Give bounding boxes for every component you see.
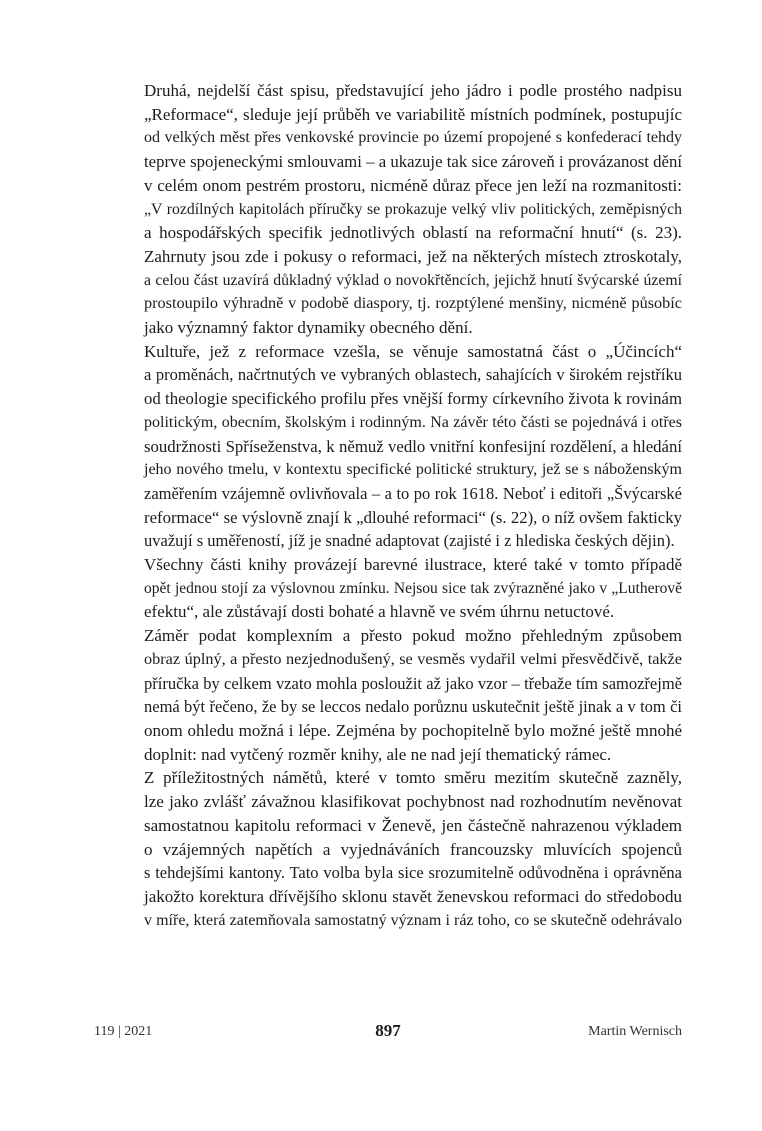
text-line: jakožto korektura dřívějšího sklonu stavět ženevskou reformaci do středobodu	[144, 886, 682, 906]
text-line: onom ohledu možná i lépe. Zejména by pochopitelně bylo možné ještě mnohé	[144, 720, 682, 740]
text-line: příručka by celkem vzato mohla posloužit až jako vzor – třebaže tím samozřejmě	[144, 673, 682, 693]
page-footer	[94, 1021, 682, 1045]
text-line: o vzájemných napětích a vyjednáváních francouzsky mluvících spojenců	[144, 839, 682, 859]
text-line: teprve spojeneckými smlouvami – a ukazuje tak sice zároveň i provázanost dění	[144, 152, 682, 172]
text-line: jako významný faktor dynamiky obecného dění.	[144, 318, 473, 338]
text-line: samostatnou kapitolu reformaci v Ženevě, jen částečně nahrazenou výkladem	[144, 815, 682, 835]
text-line: nemá být řečeno, že by se leccos nedalo porůznu uskutečnit ještě jinak a v tom či	[144, 697, 682, 717]
text-line: politickým, obecním, školským i rodinným. Na závěr této části se pojednává i otřes	[144, 413, 682, 431]
text-line: zaměřením vzájemně ovlivňovala – a to po rok 1618. Neboť i editoři „Švýcarské	[144, 483, 682, 503]
text-line: Druhá, nejdelší část spisu, představující jeho jádro i podle prostého nadpisu	[144, 81, 682, 100]
paragraph	[94, 79, 682, 340]
text-line: v celém onom pestrém prostoru, nicméně důraz přece jen leží na rozmanitosti:	[144, 175, 682, 195]
text-line: a hospodářských specifik jednotlivých oblastí na reformační hnutí“ (s. 23).	[144, 223, 682, 243]
text-line: a celou část uzavírá důkladný výklad o novokřtěncích, jejichž hnutí švýcarské území	[144, 271, 682, 289]
text-line: reformace“ se výslovně znají k „dlouhé reformaci“ (s. 22), o níž ovšem fakticky	[144, 507, 682, 527]
paragraph	[94, 766, 682, 932]
text-line: a proměnách, načrtnutých ve vybraných oblastech, sahajících v širokém rejstříku	[144, 365, 682, 385]
text-line: „Reformace“, sleduje její průběh ve variabilitě místních podmínek, postupujíc	[144, 104, 682, 124]
text-line: Všechny části knihy provázejí barevné ilustrace, které také v tomto případě	[144, 555, 682, 575]
body-text	[94, 79, 682, 932]
paragraph	[94, 340, 682, 553]
text-line: opět jednou stojí za výslovnou zmínku. Nejsou sice tak zvýrazněné jako v „Lutherově	[144, 579, 682, 597]
text-line: obraz úplný, a přesto nezjednodušený, se vesměs vydařil velmi přesvědčivě, takže	[144, 649, 682, 668]
issue-label: 119 | 2021	[94, 1024, 153, 1039]
text-line: od theologie specifického profilu přes vnější formy církevního života k rovinám	[144, 389, 682, 409]
text-line: prostoupilo výhradně v podobě diaspory, tj. rozptýlené menšiny, nicméně působíc	[144, 294, 682, 313]
text-line: „V rozdílných kapitolách příručky se prokazuje velký vliv politických, zeměpisných	[144, 200, 682, 218]
author-name: Martin Wernisch	[588, 1024, 682, 1039]
text-line: s tehdejšími kantony. Tato volba byla sice srozumitelně odůvodněna i oprávněna	[144, 863, 682, 883]
page-number: 897	[375, 1021, 401, 1040]
text-line: Záměr podat komplexním a přesto pokud možno přehledným způsobem	[144, 626, 682, 646]
paragraph	[94, 553, 682, 624]
text-line: efektu“, ale zůstávají dosti bohaté a hlavně ve svém úhrnu netuctové.	[144, 602, 615, 622]
text-line: jeho nového tmelu, v kontextu specifické politické struktury, jež se s náboženským	[144, 461, 682, 479]
text-line: doplnit: nad vytčený rozměr knihy, ale ne nad její thematický rámec.	[144, 744, 612, 764]
text-line: Z příležitostných námětů, které v tomto směru mezitím skutečně zazněly,	[144, 768, 682, 788]
text-line: Kultuře, jež z reformace vzešla, se věnuje samostatná část o „Účincích“	[144, 341, 682, 361]
text-line: uvažují s uměřeností, jíž je snadné adaptovat (zajisté i z hlediska českých dějin).	[144, 531, 675, 551]
text-line: v míře, která zatemňovala samostatný význam i ráz toho, co se skutečně odehrávalo	[144, 911, 682, 929]
paragraph	[94, 624, 682, 766]
text-line: od velkých měst přes venkovské provincie po území propojené s konfederací tehdy	[144, 129, 682, 147]
text-line: lze jako zvlášť závažnou klasifikovat pochybnost nad rozhodnutím nevěnovat	[144, 792, 682, 812]
text-line: soudržnosti Spříseženstva, k němuž vedlo vnitřní konfesijní rozdělení, a hledání	[144, 436, 682, 456]
text-line: Zahrnuty jsou zde i pokusy o reformaci, jež na některých místech ztroskotaly,	[144, 246, 682, 266]
